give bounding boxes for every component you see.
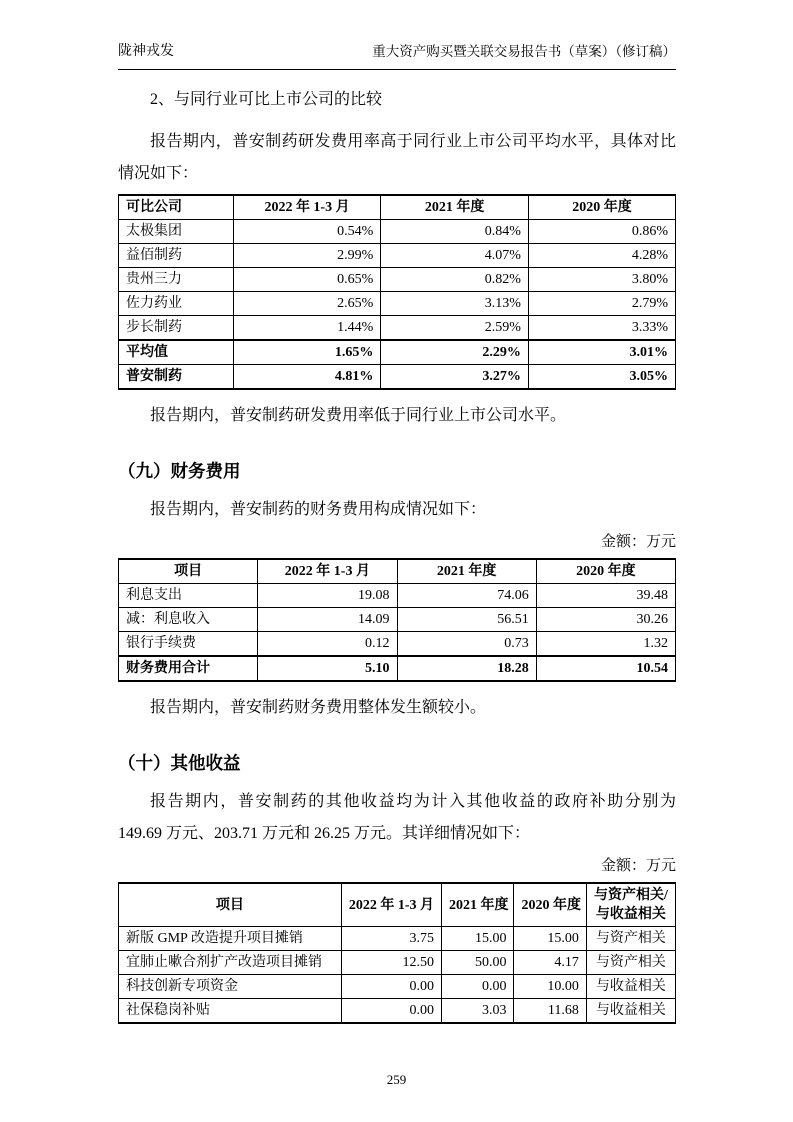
table-cell: 4.07% [381,244,529,268]
item-heading: 2、与同行业可比上市公司的比较 [150,91,383,108]
table-header-cell: 与资产相关/与收益相关 [586,883,675,927]
paragraph-after-comparison: 报告期内，普安制药研发费用率低于同行业上市公司水平。 [150,407,567,424]
table-row [119,656,676,681]
table-row [119,975,676,999]
table-cell: 2.65% [233,292,381,316]
table-header-cell: 2020 年度 [536,559,675,584]
table-cell: 0.00 [341,999,441,1024]
table-cell: 宜肺止嗽合剂扩产改造项目摊销 [119,951,342,975]
table-cell: 太极集团 [119,220,234,244]
table-cell: 4.17 [514,951,586,975]
table-row [119,365,676,390]
table-cell: 10.00 [514,975,586,999]
table-cell: 0.54% [233,220,381,244]
table-cell: 减：利息收入 [119,608,258,632]
table-cell: 新版 GMP 改造提升项目摊销 [119,927,342,951]
table-row [119,244,676,268]
table-row [119,632,676,657]
table-row [119,268,676,292]
table-cell: 步长制药 [119,316,234,341]
table-cell: 与收益相关 [586,975,675,999]
running-header [118,42,676,70]
header-right-text: 重大资产购买暨关联交易报告书（草案）（修订稿） [372,44,676,59]
table-cell: 5.10 [258,656,397,681]
table-cell: 50.00 [442,951,514,975]
table-header-cell: 2022 年 1-3 月 [258,559,397,584]
table-cell: 30.26 [536,608,675,632]
table-cell: 普安制药 [119,365,234,390]
table-header-row [119,195,676,220]
table-cell: 1.65% [233,340,381,365]
table-header-cell: 2022 年 1-3 月 [341,883,441,927]
table-cell: 3.13% [381,292,529,316]
table-cell: 0.12 [258,632,397,657]
table-cell: 39.48 [536,584,675,608]
table-cell: 贵州三力 [119,268,234,292]
table-row [119,292,676,316]
finance-expense-table [118,558,676,682]
table-cell: 19.08 [258,584,397,608]
table-cell: 14.09 [258,608,397,632]
table-row [119,584,676,608]
table-cell: 与资产相关 [586,951,675,975]
table-cell: 15.00 [442,927,514,951]
table-cell: 10.54 [536,656,675,681]
table-cell: 0.65% [233,268,381,292]
paragraph-comparison-intro: 报告期内，普安制药研发费用率高于同行业上市公司平均水平，具体对比情况如下： [118,133,676,182]
section-heading-9: （九）财务费用 [118,461,241,481]
table-cell: 3.33% [528,316,675,341]
table-cell: 18.28 [397,656,536,681]
unit-label-finance: 金额：万元 [600,534,676,550]
table-row [119,927,676,951]
table-cell: 佐力药业 [119,292,234,316]
table-cell: 3.01% [528,340,675,365]
table-cell: 财务费用合计 [119,656,258,681]
table-cell: 0.86% [528,220,675,244]
table-cell: 3.75 [341,927,441,951]
table-header-row [119,883,676,927]
table-cell: 0.84% [381,220,529,244]
header-left-text: 陇神戎发 [118,44,174,59]
table-cell: 银行手续费 [119,632,258,657]
paragraph-after-finance: 报告期内，普安制药财务费用整体发生额较小。 [150,699,487,716]
table-header-cell: 2021 年度 [442,883,514,927]
table-row [119,220,676,244]
table-cell: 4.81% [233,365,381,390]
table-cell: 0.00 [341,975,441,999]
table-cell: 15.00 [514,927,586,951]
table-cell: 与收益相关 [586,999,675,1024]
table-cell: 2.79% [528,292,675,316]
table-cell: 社保稳岗补贴 [119,999,342,1024]
table-cell: 与资产相关 [586,927,675,951]
table-header-row [119,559,676,584]
table-cell: 利息支出 [119,584,258,608]
table-row [119,316,676,341]
table-cell: 2.59% [381,316,529,341]
table-header-cell: 项目 [119,559,258,584]
paragraph-other-income-intro: 报告期内，普安制药的其他收益均为计入其他收益的政府补助分别为 149.69 万元、203.71 万元和 26.25 万元。其详细情况如下： [118,793,676,842]
table-row [119,951,676,975]
table-cell: 2.29% [381,340,529,365]
table-cell: 1.32 [536,632,675,657]
table-cell: 3.27% [381,365,529,390]
unit-label-other-income: 金额：万元 [600,858,676,874]
table-cell: 0.73 [397,632,536,657]
table-cell: 1.44% [233,316,381,341]
table-header-cell: 2020 年度 [528,195,675,220]
table-cell: 0.82% [381,268,529,292]
table-header-cell: 2021 年度 [381,195,529,220]
table-cell: 0.00 [442,975,514,999]
table-header-cell: 2022 年 1-3 月 [233,195,381,220]
table-header-cell: 项目 [119,883,342,927]
table-cell: 2.99% [233,244,381,268]
table-row [119,608,676,632]
table-cell: 12.50 [341,951,441,975]
table-cell: 4.28% [528,244,675,268]
table-cell: 3.05% [528,365,675,390]
table-row [119,340,676,365]
table-cell: 56.51 [397,608,536,632]
table-cell: 11.68 [514,999,586,1024]
comparison-table [118,194,676,390]
table-header-cell: 可比公司 [119,195,234,220]
table-header-cell: 2020 年度 [514,883,586,927]
table-row [119,999,676,1024]
table-header-cell: 2021 年度 [397,559,536,584]
paragraph-finance-intro: 报告期内，普安制药的财务费用构成情况如下： [150,501,487,518]
table-cell: 74.06 [397,584,536,608]
table-cell: 3.80% [528,268,675,292]
other-income-table [118,882,676,1024]
table-cell: 益佰制药 [119,244,234,268]
table-cell: 3.03 [442,999,514,1024]
section-heading-10: （十）其他收益 [118,753,241,773]
page-number: 259 [386,1072,407,1087]
table-cell: 科技创新专项资金 [119,975,342,999]
table-cell: 平均值 [119,340,234,365]
